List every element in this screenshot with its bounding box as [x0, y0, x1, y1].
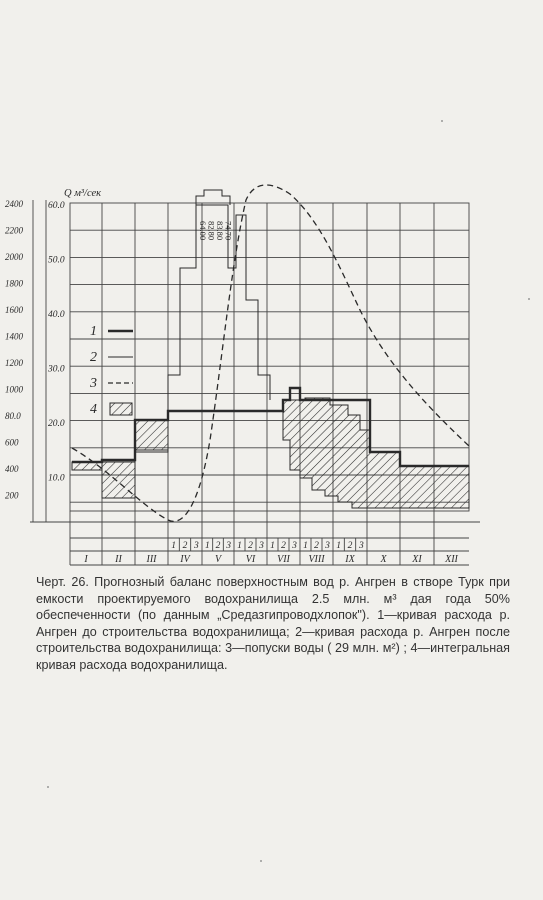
- left-axis-label: 200: [5, 490, 19, 501]
- left-axis-label: 1600: [5, 305, 23, 315]
- paper-speck: [47, 786, 49, 788]
- legend-mark: [110, 403, 132, 415]
- decade-label: 2: [215, 541, 221, 551]
- left-axis-label: 1000: [5, 384, 23, 395]
- decade-label: 1: [204, 541, 210, 551]
- peak-value-label: 83.80: [215, 221, 225, 241]
- decade-label: 2: [248, 541, 253, 551]
- decade-label: 2: [314, 541, 319, 551]
- peak-value-label: 82.80: [206, 221, 217, 241]
- month-label: XI: [412, 554, 422, 565]
- figure-caption: Черт. 26. Прогнозный баланс поверхностным вод р. Ангрен в створе Турк при емкости проектируемого водохранилища 2.5 млн. м³ дая года 50% обеспеченности (по данным „Средазгипроводхлопок"). 1—кривая расхода р. Ангрен до строительства водохранилища; 2—кривая расхода р. Ангрен после строительства водохранилища: 3—попуски воды ( 29 млн. м²) ; 4—интегральная кривая расхода водохранилища.: [36, 575, 510, 672]
- legend-label: 4: [90, 402, 97, 417]
- left-axis-label: 400: [5, 464, 19, 474]
- month-label: IV: [180, 554, 190, 565]
- left-axis-label: 600: [5, 437, 19, 448]
- chart-grid: [30, 200, 480, 565]
- paper-speck: [441, 120, 443, 122]
- peak-value-label: 64.00: [198, 221, 208, 241]
- paper-speck: [260, 860, 262, 862]
- decade-label: 2: [281, 541, 286, 551]
- month-label: VIII: [308, 554, 325, 565]
- decade-label: 2: [347, 541, 353, 551]
- month-label: VII: [277, 554, 290, 565]
- left-axis-label: 2400: [5, 199, 23, 209]
- q-axis-label: 20.0: [48, 419, 65, 429]
- month-label: X: [380, 554, 387, 565]
- q-axis-title: Q м³/сек: [64, 188, 102, 199]
- decade-label: 1: [171, 541, 177, 551]
- decade-label: 1: [303, 541, 308, 551]
- month-label: I: [84, 554, 88, 565]
- decade-label: 3: [325, 541, 330, 551]
- decade-label: 3: [259, 541, 264, 551]
- q-axis-label: 60.0: [48, 201, 65, 211]
- decade-label: 3: [193, 541, 199, 551]
- legend-label: 3: [90, 376, 97, 391]
- left-axis-label: 80.0: [5, 411, 21, 421]
- month-label: VI: [245, 554, 256, 565]
- decade-label: 1: [270, 541, 275, 551]
- left-axis-label: 1200: [5, 358, 23, 368]
- left-axis-label: 2200: [5, 225, 23, 236]
- q-axis-label: 10.0: [48, 473, 65, 484]
- left-axis-label: 1400: [5, 331, 23, 342]
- decade-label: 1: [336, 541, 342, 551]
- decade-label: 2: [182, 541, 188, 551]
- left-axis-label: 2000: [5, 252, 23, 262]
- decade-label: 3: [226, 541, 232, 551]
- legend-label: 2: [90, 350, 97, 365]
- decade-label: 3: [358, 541, 364, 551]
- month-label: XII: [445, 554, 458, 565]
- paper-speck: [528, 298, 530, 300]
- q-axis-label: 50.0: [48, 255, 65, 266]
- month-label: IX: [345, 554, 355, 565]
- month-label: V: [214, 554, 222, 565]
- decade-label: 3: [292, 541, 297, 551]
- q-axis-label: 40.0: [48, 310, 65, 320]
- month-label: III: [146, 554, 157, 565]
- peak-value-label: 74.70: [223, 221, 234, 241]
- left-axis-label: 1800: [5, 278, 23, 289]
- month-label: II: [115, 554, 122, 565]
- q-axis-label: 30.0: [48, 364, 65, 375]
- legend-label: 1: [90, 324, 97, 339]
- decade-label: 1: [237, 541, 242, 551]
